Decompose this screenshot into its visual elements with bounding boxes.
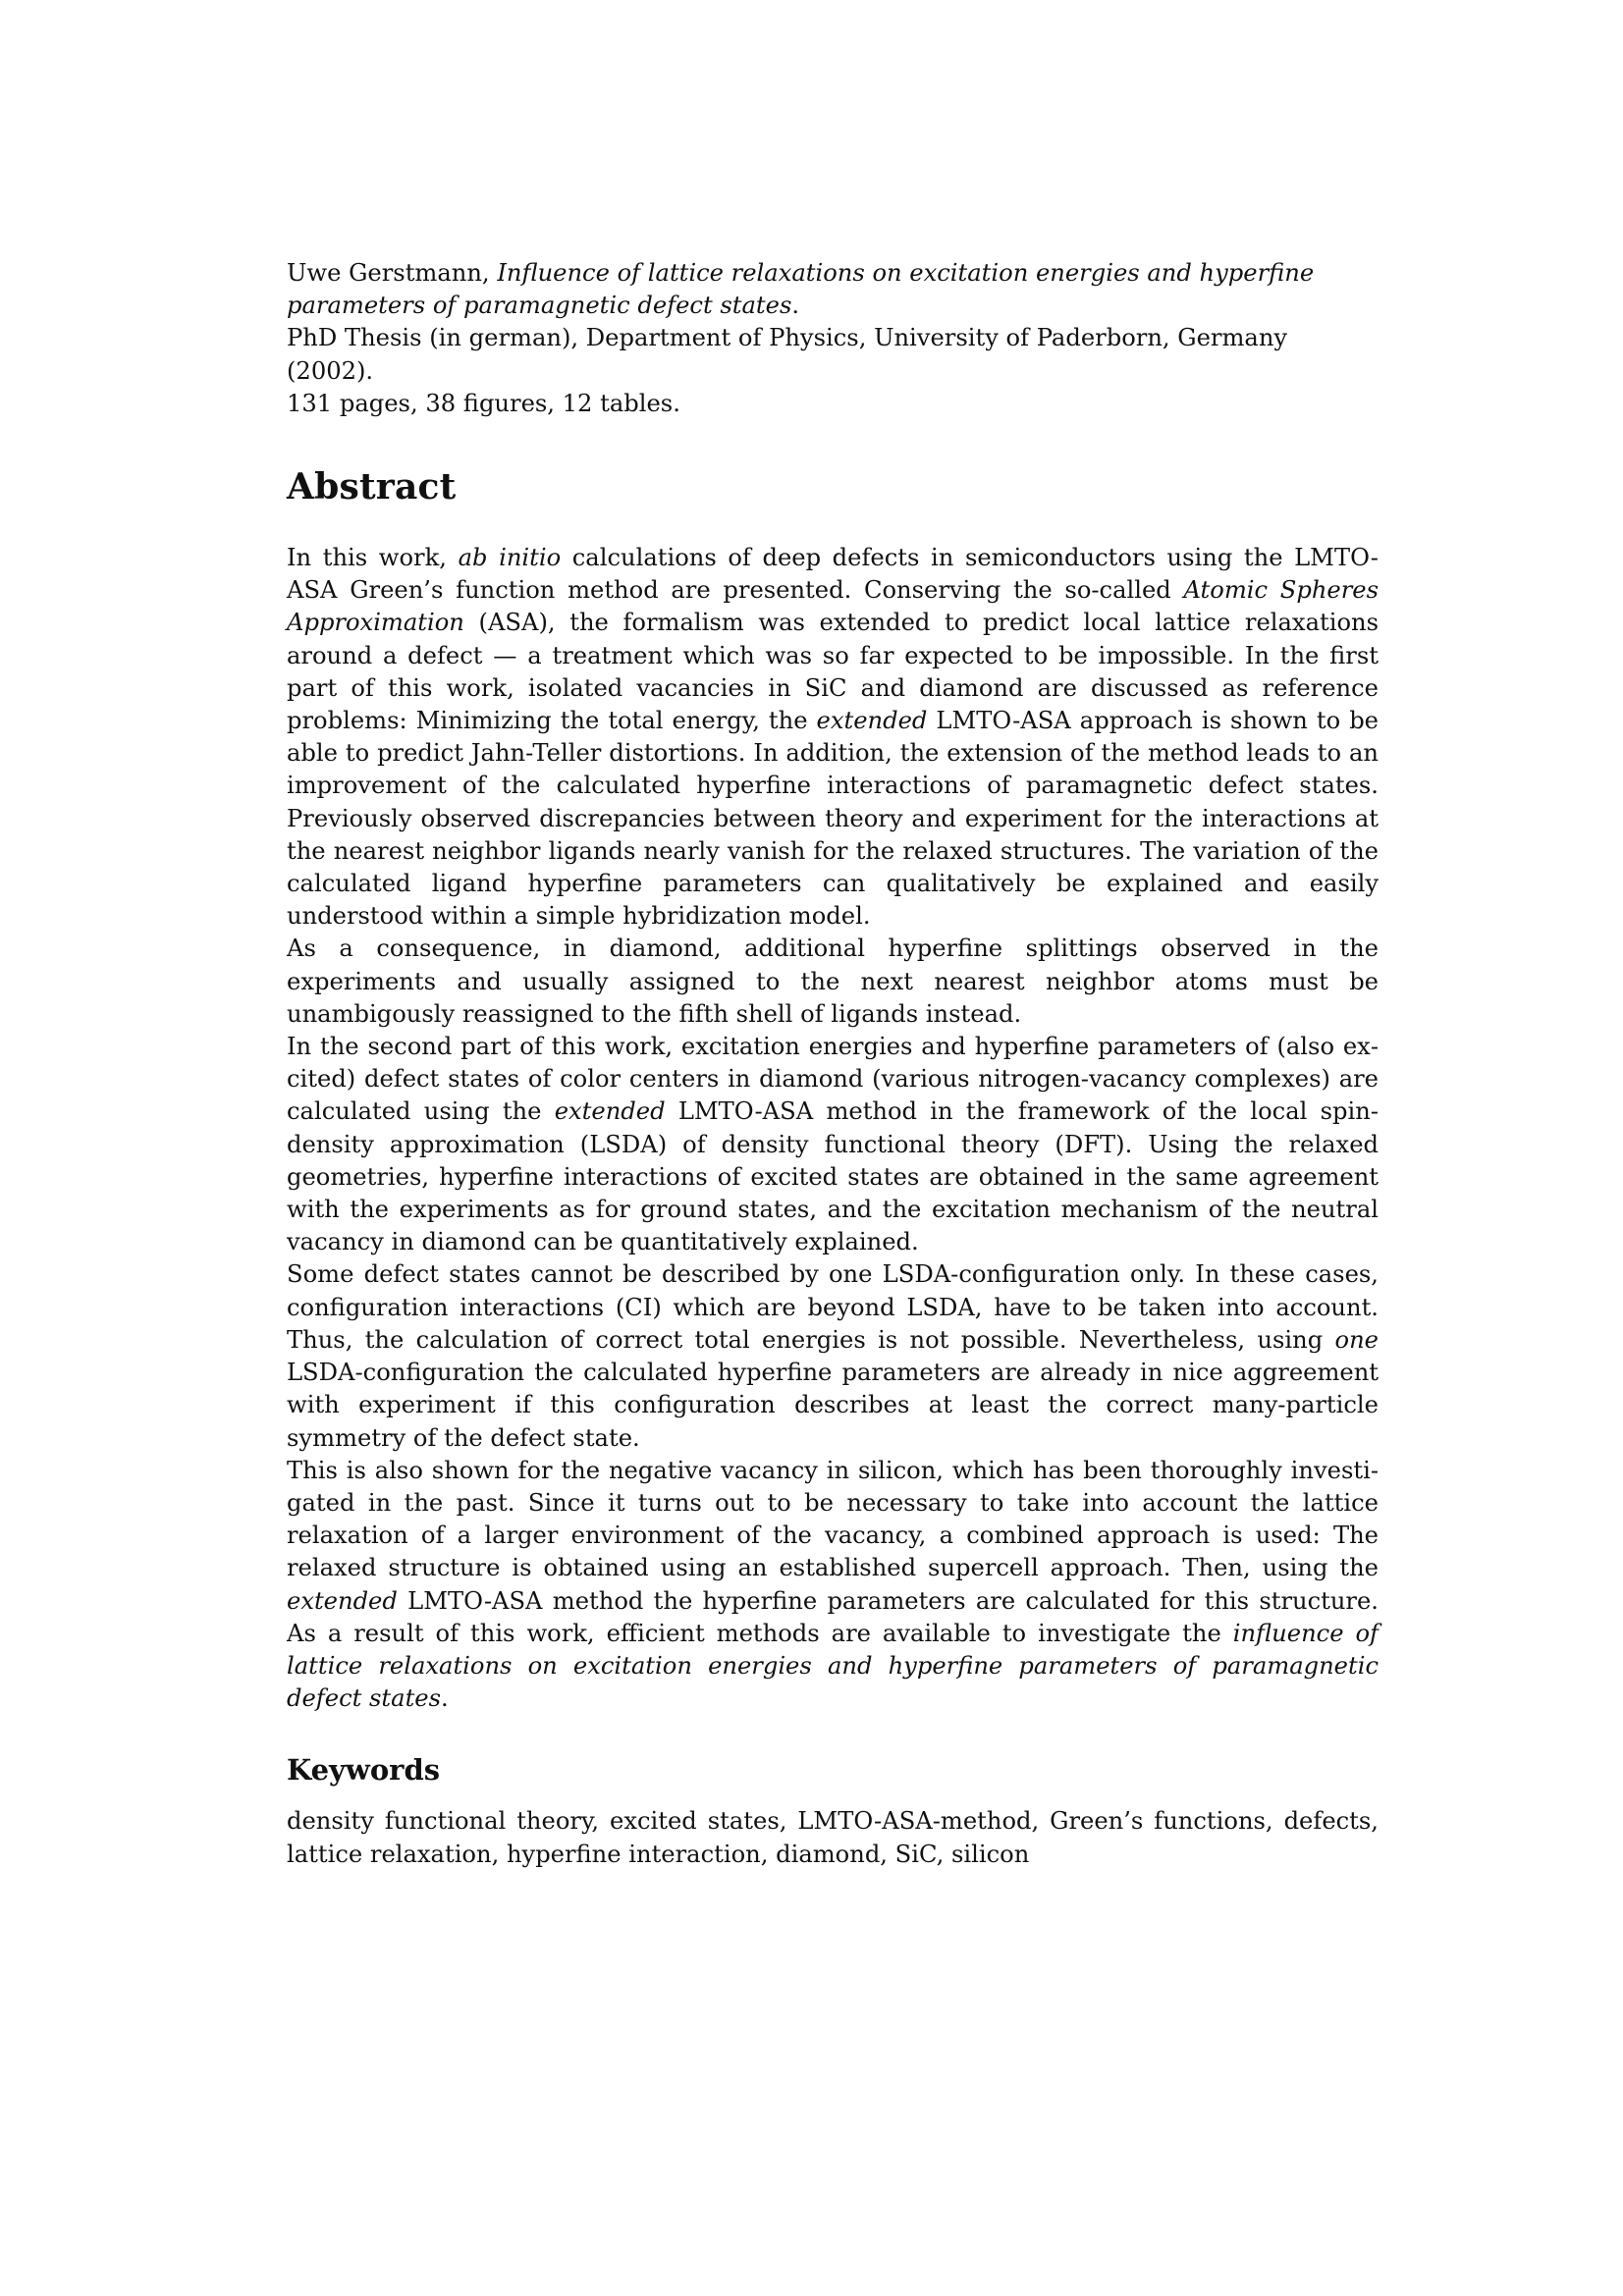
text-run: Uwe Gerstmann,: [287, 259, 498, 287]
text-run: LMTO-ASA method in the framework of the local spin-density approximation (LSDA) of density functional theory (DFT). Using the relaxed geometries, hyperfine interactions of excited states are obtained in the same agreement with the experiments as for ground states, and the excitation mechanism of the neutral vacancy in diamond can be quantitatively explained.: [287, 1097, 1380, 1256]
italic-text: extended: [287, 1586, 398, 1615]
keywords-heading: Keywords: [287, 1753, 441, 1788]
text-run: In the second part of this work, excitation energies and hyperfine parameters of (also excited) defect states of color centers in diamond (various nitrogen-vacancy complexes) are calculated using the: [287, 1033, 1379, 1126]
text-run: .: [441, 1684, 449, 1713]
italic-text: extended: [554, 1097, 666, 1126]
document-stats: 131 pages, 38 figures, 12 tables.: [287, 389, 680, 417]
text-run: .: [791, 292, 800, 320]
abstract-paragraph: [287, 1455, 1379, 1716]
italic-text: one: [1334, 1325, 1379, 1354]
italic-text: extended: [816, 707, 928, 735]
text-run: As a consequence, in diamond, additional hyperfine splittings observed in the experiments and usually assigned to the next nearest neighbor atoms must be unambigously reassigned to the fifth shell of ligands instead.: [287, 934, 1379, 1028]
abstract-paragraph: [287, 542, 1379, 933]
publication-info: PhD Thesis (in german), Department of Physics, University of Paderborn, Germany (2002).: [287, 324, 1288, 385]
text-run: Some defect states cannot be described by one LSDA-configuration only. In these cases, configuration interactions (CI) which are beyond LSDA, have to be taken into account. Thus, the calculation of correct total energies is not possible. Nevertheless, using: [287, 1260, 1379, 1354]
citation-line: [287, 257, 1379, 322]
text-run: In this work,: [287, 544, 459, 572]
italic-text: Influence of lattice relaxations on excitation energies and hyperfine parameters of paramagnetic defect states: [287, 259, 1315, 320]
text-run: LMTO-ASA method the hyperfine parameters are calculated for this structure. As a result of this work, efficient methods are available to investigate the: [287, 1586, 1379, 1647]
abstract-paragraph: [287, 1031, 1379, 1258]
abstract-body: [287, 542, 1379, 1715]
text-run: This is also shown for the negative vacancy in silicon, which has been thoroughly investigated in the past. Since it turns out to be necessary to take into account the lattice relaxation of a larger environment of the vacancy, a combined approach is used: The relaxed structure is obtained using an established supercell approach. Then, using the: [287, 1456, 1379, 1582]
italic-text: influence of lattice relaxations on excitation energies and hyperfine parameters of paramagnetic defect states: [287, 1619, 1379, 1713]
document-page: [287, 257, 1379, 1871]
italic-text: ab initio: [458, 544, 562, 572]
citation-header: [287, 257, 1379, 420]
text-run: LSDA-configuration the calculated hyperfine parameters are already in nice aggreement with experiment if this configuration describes at least the correct many-particle symmetry of the defect state.: [287, 1359, 1379, 1452]
abstract-paragraph: [287, 933, 1379, 1031]
abstract-paragraph: [287, 1258, 1379, 1454]
keywords-list: density functional theory, excited states, LMTO-ASA-method, Green’s functions, defects, lattice relaxation, hyperfine interaction, diamond, SiC, silicon: [287, 1807, 1379, 1868]
text-run: (ASA), the formalism was extended to predict local lattice relaxations around a defect — a treatment which was so far expected to be impossible. In the first part of this work, isolated vacancies in SiC and diamond are discussed as reference problems: Minimizing the total energy, the: [287, 609, 1379, 735]
text-run: LMTO-ASA approach is shown to be able to predict Jahn-Teller distortions. In addition, the extension of the method leads to an improvement of the calculated hyperfine interactions of paramagnetic defect states. Previously observed discrepancies between theory and experiment for the interactions at the nearest neighbor ligands nearly vanish for the relaxed structures. The variation of the calculated ligand hyperfine parameters can qualitatively be explained and easily understood within a simple hybridization model.: [287, 707, 1379, 931]
italic-text: Atomic Spheres Approximation: [287, 576, 1380, 637]
text-run: calculations of deep defects in semiconductors using the LMTO-ASA Green’s function method are presented. Conserving the so-called: [287, 544, 1379, 605]
abstract-heading: Abstract: [287, 466, 457, 508]
